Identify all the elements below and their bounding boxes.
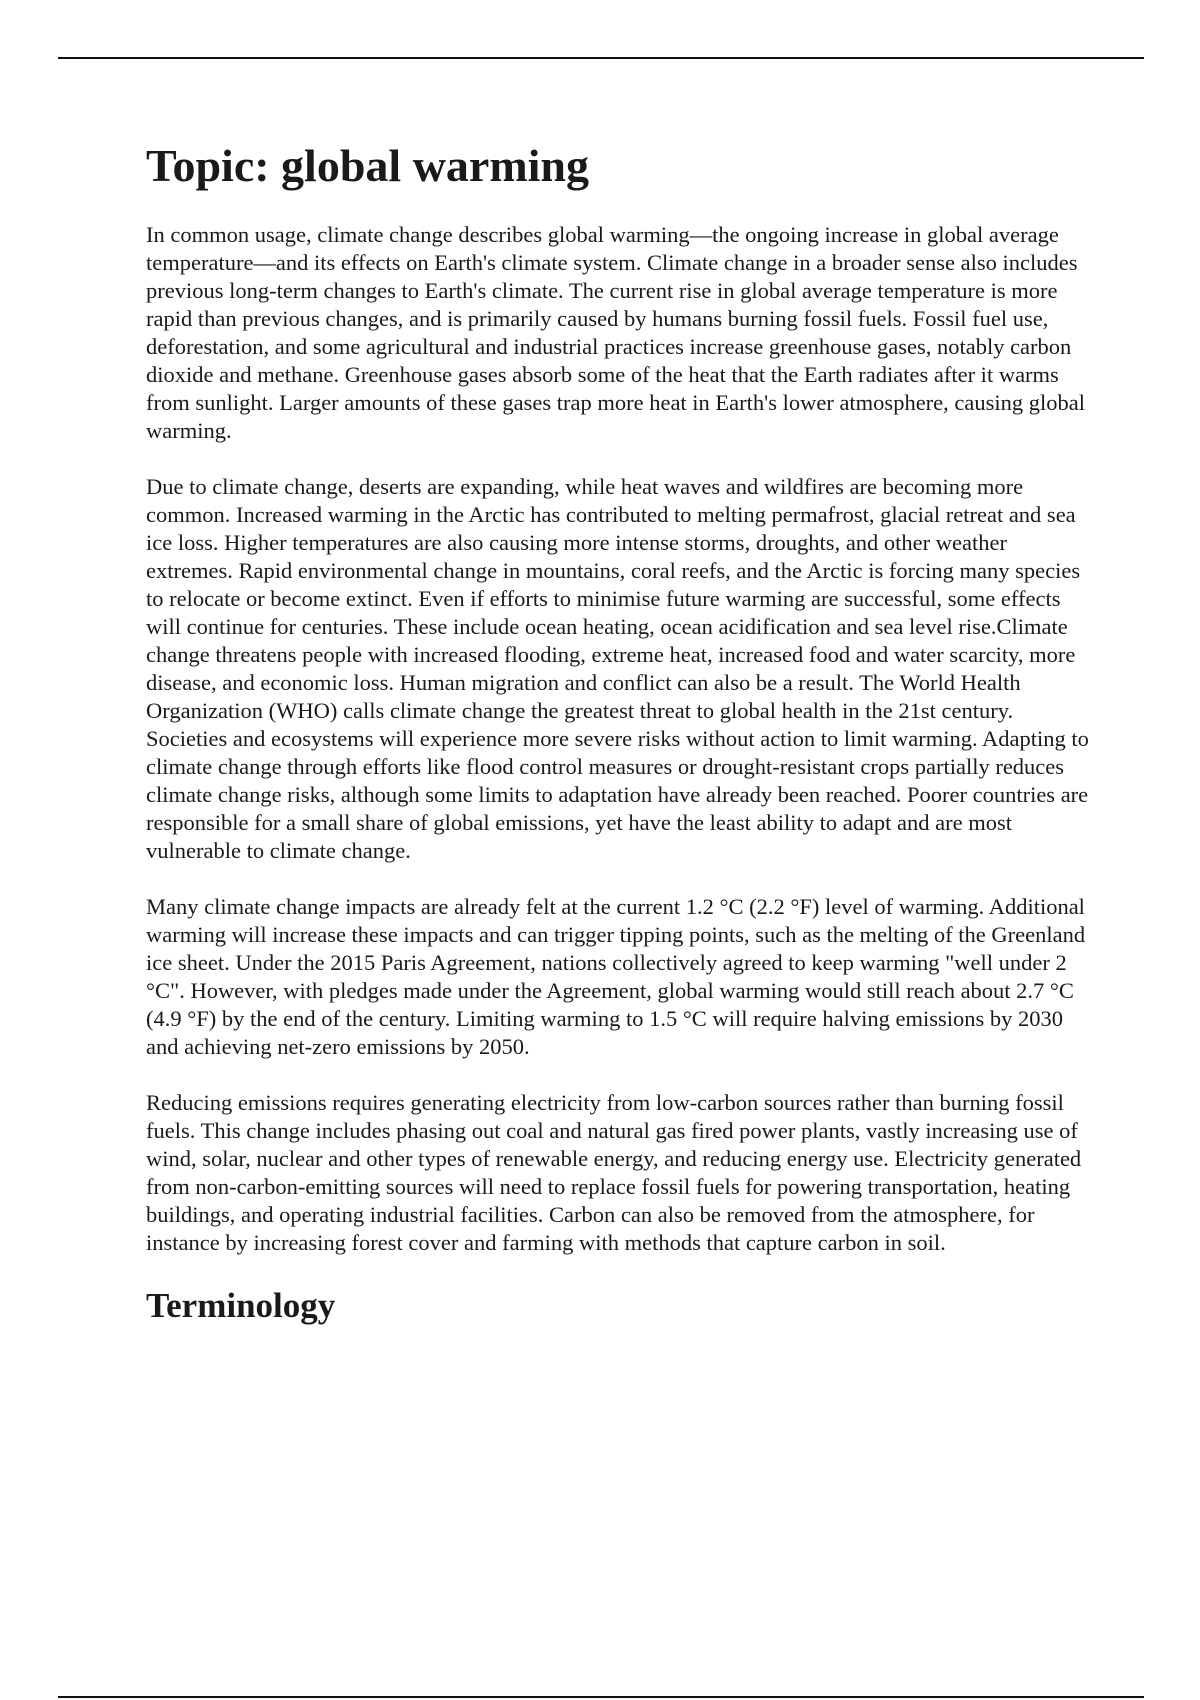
page-title: Topic: global warming bbox=[146, 140, 590, 191]
paragraph-mitigation: Reducing emissions requires generating electricity from low-carbon sources rather than burning fossil fuels. This change includes phasing out coal and natural gas fired power plants, vastly increasing use of wind, solar, nuclear and other types of renewable energy, and reducing energy use. Electricity generated from non-carbon-emitting sources will need to replace fossil fuels for powering transportation, heating buildings, and operating industrial facilities. Carbon can also be removed from the atmosphere, for instance by increasing forest cover and farming with methods that capture carbon in soil. bbox=[146, 1089, 1082, 1255]
paragraph-effects: Due to climate change, deserts are expanding, while heat waves and wildfires are becoming more common. Increased warming in the Arctic has contributed to melting permafrost, glacial retreat and sea ice loss. Higher temperatures are also causing more intense storms, droughts, and other weather extremes. Rapid environmental change in mountains, coral reefs, and the Arctic is forcing many species to relocate or become extinct. Even if efforts to minimise future warming are successful, some effects will continue for centuries. These include ocean heating, ocean acidification and sea level rise.Climate change threatens people with increased flooding, extreme heat, increased food and water scarcity, more disease, and economic loss. Human migration and conflict can also be a result. The World Health Organization (WHO) calls climate change the greatest threat to global health in the 21st century. Societies and ecosystems will experience more severe risks without action to limit warming. Adapting to climate change through efforts like flood control measures or drought-resistant crops partially reduces climate change risks, although some limits to adaptation have already been reached. Poorer countries are responsible for a small share of global emissions, yet have the least ability to adapt and are most vulnerable to climate change. bbox=[146, 473, 1089, 863]
section-heading-terminology: Terminology bbox=[146, 1285, 336, 1325]
paragraph-intro: In common usage, climate change describes global warming—the ongoing increase in global average temperature—and its effects on Earth's climate system. Climate change in a broader sense also includes previous long-term changes to Earth's climate. The current rise in global average temperature is more rapid than previous changes, and is primarily caused by humans burning fossil fuels. Fossil fuel use, deforestation, and some agricultural and industrial practices increase greenhouse gases, notably carbon dioxide and methane. Greenhouse gases absorb some of the heat that the Earth radiates after it warms from sunlight. Larger amounts of these gases trap more heat in Earth's lower atmosphere, causing global warming. bbox=[146, 221, 1086, 443]
paragraph-impacts: Many climate change impacts are already felt at the current 1.2 °C (2.2 °F) level of warming. Additional warming will increase these impacts and can trigger tipping points, such as the melting of the Greenland ice sheet. Under the 2015 Paris Agreement, nations collectively agreed to keep warming "well under 2 °C". However, with pledges made under the Agreement, global warming would still reach about 2.7 °C (4.9 °F) by the end of the century. Limiting warming to 1.5 °C will require halving emissions by 2030 and achieving net-zero emissions by 2050. bbox=[146, 893, 1086, 1059]
document-body bbox=[146, 140, 1096, 1327]
bottom-rule bbox=[58, 1696, 1144, 1698]
top-rule bbox=[58, 57, 1144, 59]
